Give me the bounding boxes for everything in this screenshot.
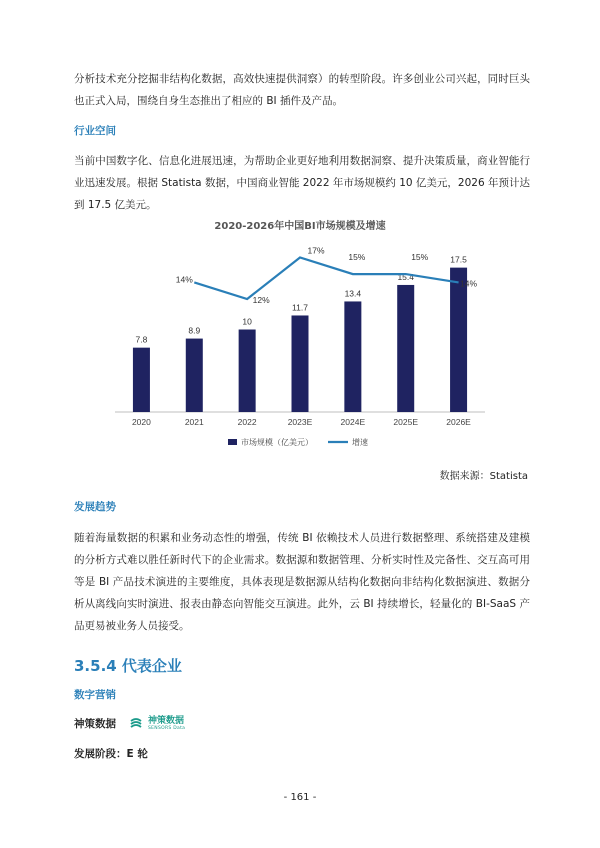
growth-label-2026E: 14% xyxy=(460,278,478,289)
chart-title: 2020-2026年中国BI市场规模及增速 xyxy=(214,221,386,232)
legend-bar-label: 市场规模（亿美元） xyxy=(241,438,313,447)
bar-2022 xyxy=(239,330,256,413)
development-stage: 发展阶段：E 轮 xyxy=(74,748,148,760)
bar-2020 xyxy=(133,348,150,412)
bar-2023E xyxy=(292,315,309,412)
growth-label-2022: 12% xyxy=(252,295,270,305)
bar-2021 xyxy=(186,339,203,412)
x-tick-2025E: 2025E xyxy=(393,417,419,427)
intro-paragraph: 分析技术充分挖掘非结构化数据，高效快速提供洞察）的转型阶段。许多创业公司兴起，同时巨头也正式入局，围绕自身生态推出了相应的 BI 插件及产品。 xyxy=(74,73,530,107)
x-tick-2021: 2021 xyxy=(184,417,204,427)
bar-label-2025E: 15.4 xyxy=(397,271,414,282)
growth-label-2024E: 15% xyxy=(348,252,366,263)
x-tick-2024E: 2024E xyxy=(340,417,366,427)
industry-space-paragraph: 当前中国数字化、信息化进展迅速，为帮助企业更好地利用数据洞察、提升决策质量，商业智能行业迅速发展。根据 Statista 数据，中国商业智能 2022 年市场规模约 10 亿美元，2026 年预计达到 17.5 亿美元。 xyxy=(74,155,530,211)
bar-2024E xyxy=(344,301,361,412)
growth-label-2021: 14% xyxy=(175,274,193,285)
growth-label-2023E: 17% xyxy=(307,245,325,256)
data-source: 数据来源：Statista xyxy=(439,471,528,482)
chart-svg xyxy=(110,217,490,455)
bar-label-2022: 10 xyxy=(242,316,252,327)
logo-text-sub: SENSORS Data xyxy=(148,726,186,731)
bar-label-2020: 7.8 xyxy=(135,334,148,345)
bar-label-2024E: 13.4 xyxy=(344,288,362,299)
x-tick-2026E: 2026E xyxy=(446,417,471,427)
bar-2026E xyxy=(450,268,467,412)
trends-paragraph: 随着海量数据的积累和业务动态性的增强，传统 BI 依赖技术人员进行数据整理、系统搭建及建模的分析方式难以胜任新时代下的企业需求。数据源和数据管理、分析实时性及完备性、交互高可用等是 BI 产品技术演进的主要维度，具体表现是数据源从结构化数据向非结构化数据演进、数据分析从离线向实时演进、报表由静态向智能交互演进。此外，云 BI 持续增长，轻量化的 BI-SaaS 产品更易被业务人员接受。 xyxy=(74,532,530,632)
page-number: - 161 - xyxy=(283,792,317,803)
sensors-logo-icon xyxy=(128,716,144,732)
legend-bar-swatch xyxy=(228,439,237,445)
bi-market-chart xyxy=(110,217,490,455)
x-tick-2020: 2020 xyxy=(131,417,151,427)
company-logo xyxy=(128,716,185,732)
industry-space-heading: 行业空间 xyxy=(74,125,116,137)
x-tick-2022: 2022 xyxy=(237,417,257,427)
bar-label-2021: 8.9 xyxy=(188,325,201,336)
logo-text-main: 神策数据 xyxy=(148,716,185,726)
x-tick-2023E: 2023E xyxy=(287,417,313,427)
bar-label-2023E: 11.7 xyxy=(292,302,308,313)
representative-heading: 3.5.4 代表企业 xyxy=(74,657,182,675)
bar-2025E xyxy=(397,285,414,412)
bar-label-2026E: 17.5 xyxy=(450,254,467,265)
digital-marketing-subheading: 数字营销 xyxy=(74,689,116,701)
company-name: 神策数据 xyxy=(74,718,116,730)
growth-label-2025E: 15% xyxy=(411,252,429,263)
trends-heading: 发展趋势 xyxy=(74,501,116,513)
legend-line-label: 增速 xyxy=(352,438,368,447)
growth-line xyxy=(194,258,458,300)
